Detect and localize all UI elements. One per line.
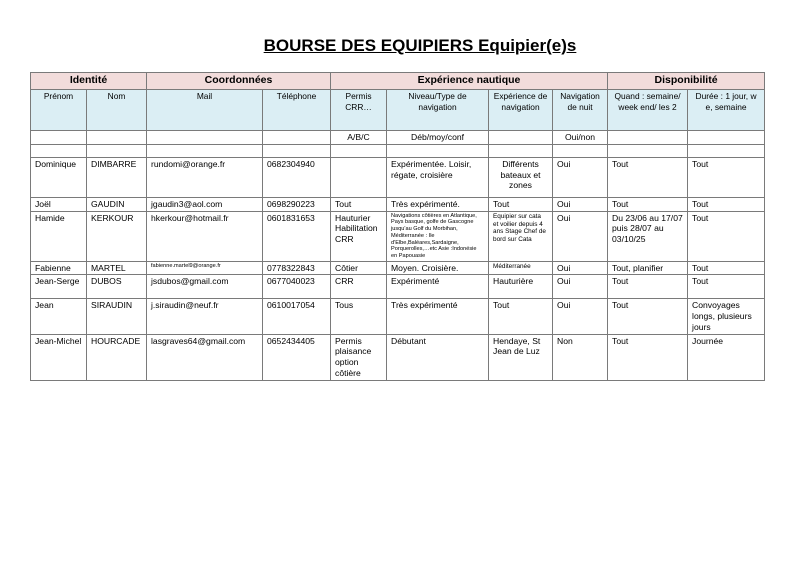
table-row xyxy=(31,299,765,334)
col-header-nuit: Navigation de nuit xyxy=(553,90,608,131)
table-row xyxy=(31,211,765,261)
col-header-niveau: Niveau/Type de navigation xyxy=(387,90,489,131)
cell-prenom: Fabienne xyxy=(31,261,87,275)
cell-nuit: Oui xyxy=(553,261,608,275)
cell-nuit: Oui xyxy=(553,211,608,261)
cell-duree: Tout xyxy=(688,158,765,198)
cell-permis: Tout xyxy=(331,198,387,212)
blank-row xyxy=(31,145,765,158)
table-row xyxy=(31,334,765,380)
cell-mail: hkerkour@hotmail.fr xyxy=(147,211,263,261)
cell-duree: Tout xyxy=(688,261,765,275)
col-header-experience: Expérience de navigation xyxy=(489,90,553,131)
table-row xyxy=(31,198,765,212)
cell-niveau: Expérimenté xyxy=(387,275,489,299)
cell-permis: CRR xyxy=(331,275,387,299)
cell-mail: jsdubos@gmail.com xyxy=(147,275,263,299)
col-header-quand: Quand : semaine/ week end/ les 2 xyxy=(608,90,688,131)
cell-niveau: Navigations côtières en Atlantique, Pays basque, golfe de Gascogne jusqu'au Golf du Morbihan, Méditerranée : Ile d'Elbe,Baléares,Sardaigne, Porquerolles,…etc Asie :Indonésie en Papouasie xyxy=(387,211,489,261)
cell-permis: Hauturier Habilitation CRR xyxy=(331,211,387,261)
cell-niveau: Très expérimenté. xyxy=(387,198,489,212)
cell-experience: Différents bateaux et zones xyxy=(489,158,553,198)
cell-experience: Méditerranée xyxy=(489,261,553,275)
cell-permis xyxy=(331,158,387,198)
group-coordonnees: Coordonnées xyxy=(147,73,331,90)
code-niveau: Déb/moy/conf xyxy=(387,131,489,145)
cell-duree: Journée xyxy=(688,334,765,380)
cell-nuit: Non xyxy=(553,334,608,380)
cell-telephone: 0652434405 xyxy=(263,334,331,380)
cell-nom: SIRAUDIN xyxy=(87,299,147,334)
group-disponibilite: Disponibilité xyxy=(608,73,765,90)
cell-duree: Tout xyxy=(688,198,765,212)
cell-nom: HOURCADE xyxy=(87,334,147,380)
cell-nom: KERKOUR xyxy=(87,211,147,261)
group-identite: Identité xyxy=(31,73,147,90)
cell-duree: Tout xyxy=(688,211,765,261)
cell-prenom: Jean-Michel xyxy=(31,334,87,380)
cell-niveau: Moyen. Croisière. xyxy=(387,261,489,275)
cell-prenom: Dominique xyxy=(31,158,87,198)
cell-nuit: Oui xyxy=(553,198,608,212)
col-header-permis: Permis CRR… xyxy=(331,90,387,131)
cell-nom: DUBOS xyxy=(87,275,147,299)
col-header-telephone: Téléphone xyxy=(263,90,331,131)
cell-telephone: 0601831653 xyxy=(263,211,331,261)
group-experience: Expérience nautique xyxy=(331,73,608,90)
col-header-nom: Nom xyxy=(87,90,147,131)
cell-quand: Tout xyxy=(608,198,688,212)
cell-quand: Tout xyxy=(608,334,688,380)
cell-nuit: Oui xyxy=(553,275,608,299)
cell-quand: Du 23/06 au 17/07 puis 28/07 au 03/10/25 xyxy=(608,211,688,261)
cell-permis: Côtier xyxy=(331,261,387,275)
cell-nuit: Oui xyxy=(553,299,608,334)
cell-prenom: Joël xyxy=(31,198,87,212)
cell-telephone: 0677040023 xyxy=(263,275,331,299)
cell-experience: Equipier sur cata et voilier depuis 4 ans Stage Chef de bord sur Cata xyxy=(489,211,553,261)
col-header-mail: Mail xyxy=(147,90,263,131)
cell-nom: GAUDIN xyxy=(87,198,147,212)
group-header-row xyxy=(31,73,765,90)
cell-mail: lasgraves64@gmail.com xyxy=(147,334,263,380)
cell-experience: Hauturière xyxy=(489,275,553,299)
cell-duree: Tout xyxy=(688,275,765,299)
cell-prenom: Hamide xyxy=(31,211,87,261)
code-permis: A/B/C xyxy=(331,131,387,145)
cell-nom: DIMBARRE xyxy=(87,158,147,198)
cell-duree: Convoyages longs, plusieurs jours xyxy=(688,299,765,334)
table-row xyxy=(31,275,765,299)
cell-permis: Permis plaisance option côtière xyxy=(331,334,387,380)
cell-mail: rundomi@orange.fr xyxy=(147,158,263,198)
code-nuit: Oui/non xyxy=(553,131,608,145)
table-row xyxy=(31,158,765,198)
cell-prenom: Jean xyxy=(31,299,87,334)
cell-nuit: Oui xyxy=(553,158,608,198)
cell-prenom: Jean-Serge xyxy=(31,275,87,299)
cell-niveau: Débutant xyxy=(387,334,489,380)
cell-experience: Hendaye, St Jean de Luz xyxy=(489,334,553,380)
cell-niveau: Très expérimenté xyxy=(387,299,489,334)
cell-telephone: 0698290223 xyxy=(263,198,331,212)
codes-row xyxy=(31,131,765,145)
cell-telephone: 0610017054 xyxy=(263,299,331,334)
crew-table xyxy=(30,72,765,381)
cell-quand: Tout xyxy=(608,299,688,334)
cell-mail: jgaudin3@aol.com xyxy=(147,198,263,212)
cell-telephone: 0682304940 xyxy=(263,158,331,198)
cell-quand: Tout, planifier xyxy=(608,261,688,275)
cell-experience: Tout xyxy=(489,198,553,212)
column-header-row xyxy=(31,90,765,131)
cell-niveau: Expérimentée. Loisir, régate, croisière xyxy=(387,158,489,198)
cell-quand: Tout xyxy=(608,158,688,198)
table-row xyxy=(31,261,765,275)
col-header-duree: Durée : 1 jour, w e, semaine xyxy=(688,90,765,131)
page-title: BOURSE DES EQUIPIERS Equipier(e)s xyxy=(263,36,577,55)
cell-telephone: 0778322843 xyxy=(263,261,331,275)
cell-nom: MARTEL xyxy=(87,261,147,275)
cell-experience: Tout xyxy=(489,299,553,334)
cell-mail: fabienne.martel9@orange.fr xyxy=(147,261,263,275)
cell-mail: j.siraudin@neuf.fr xyxy=(147,299,263,334)
cell-quand: Tout xyxy=(608,275,688,299)
col-header-prenom: Prénom xyxy=(31,90,87,131)
cell-permis: Tous xyxy=(331,299,387,334)
